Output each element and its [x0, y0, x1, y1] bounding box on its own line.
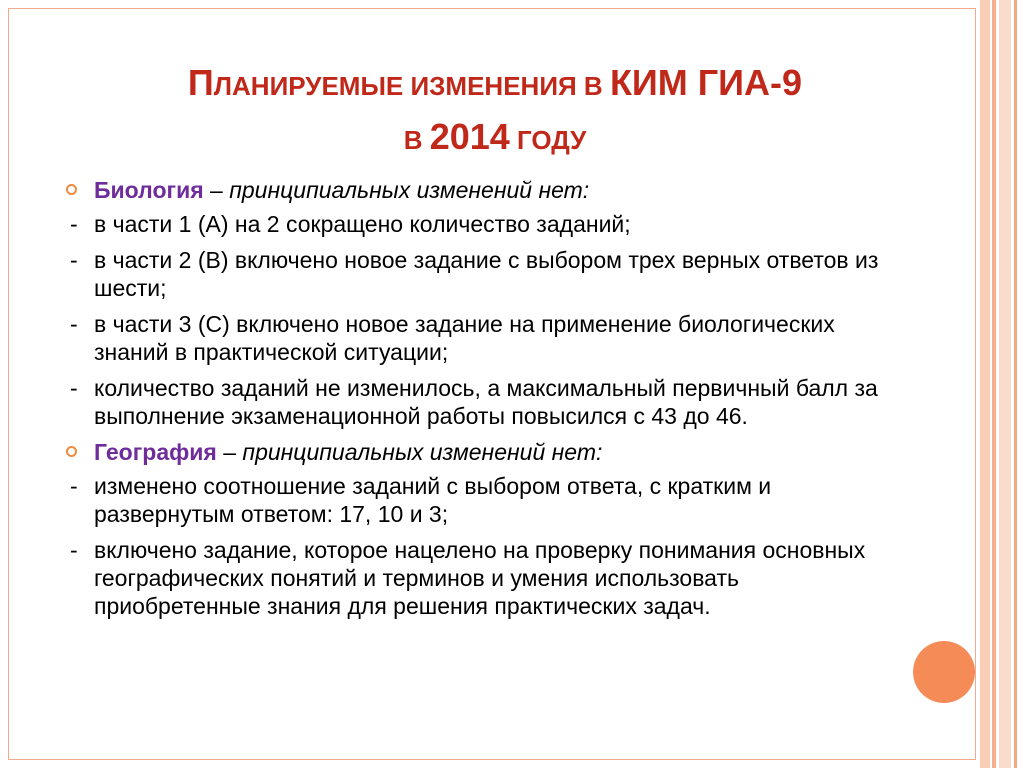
subject-name: Биология	[94, 177, 204, 203]
list-item	[62, 310, 912, 366]
section-heading	[62, 438, 912, 466]
item-text: количество заданий не изменилось, а максимальный первичный балл за выполнение экзаменационной работы повысился с 43 до 46.	[94, 375, 878, 429]
circle-bullet-icon	[66, 446, 77, 457]
list-item	[62, 472, 912, 528]
item-dash: -	[70, 473, 78, 499]
item-text: включено задание, которое нацелено на проверку понимания основных географических понятий и терминов и умения использовать приобретенные знания для решения практических задач.	[94, 537, 866, 619]
decorative-circle	[913, 641, 975, 703]
list-item	[62, 536, 912, 620]
section-heading	[62, 176, 912, 204]
subject-note: принципиальных изменений нет:	[229, 177, 590, 203]
title-text: В	[403, 125, 430, 155]
title-emphasis: КИМ ГИА-9	[609, 62, 803, 103]
item-text: изменено соотношение заданий с выбором ответа, с кратким и развернутым ответом: 17, 10 и 3;	[94, 473, 772, 527]
heading-dash: –	[216, 439, 243, 465]
item-dash: -	[70, 537, 78, 563]
title-year: 2014	[429, 116, 510, 157]
title-initial: П	[187, 62, 214, 103]
item-dash: -	[70, 375, 78, 401]
list-item	[62, 210, 912, 238]
item-dash: -	[70, 311, 78, 337]
decorative-stripe	[999, 0, 1011, 768]
item-dash: -	[70, 211, 78, 237]
subject-name: География	[94, 439, 217, 465]
item-text: в части 3 (С) включено новое задание на применение биологических знаний в практической ситуации;	[94, 311, 835, 365]
list-item	[62, 246, 912, 302]
title-text: ГОДУ	[509, 125, 587, 155]
decorative-stripe	[992, 0, 996, 768]
heading-dash: –	[203, 177, 230, 203]
decorative-stripe	[1014, 0, 1017, 768]
decorative-stripe	[980, 0, 990, 768]
item-dash: -	[70, 247, 78, 273]
circle-bullet-icon	[66, 184, 77, 195]
slide-content	[62, 176, 912, 628]
title-text: ЛАНИРУЕМЫЕ ИЗМЕНЕНИЯ В	[213, 71, 610, 101]
title-line-2	[60, 114, 930, 168]
item-text: в части 2 (В) включено новое задание с выбором трех верных ответов из шести;	[94, 247, 879, 301]
title-line-1	[60, 60, 930, 114]
list-item	[62, 374, 912, 430]
slide-title	[60, 60, 930, 168]
item-text: в части 1 (А) на 2 сокращено количество заданий;	[94, 211, 631, 237]
subject-note: принципиальных изменений нет:	[242, 439, 603, 465]
